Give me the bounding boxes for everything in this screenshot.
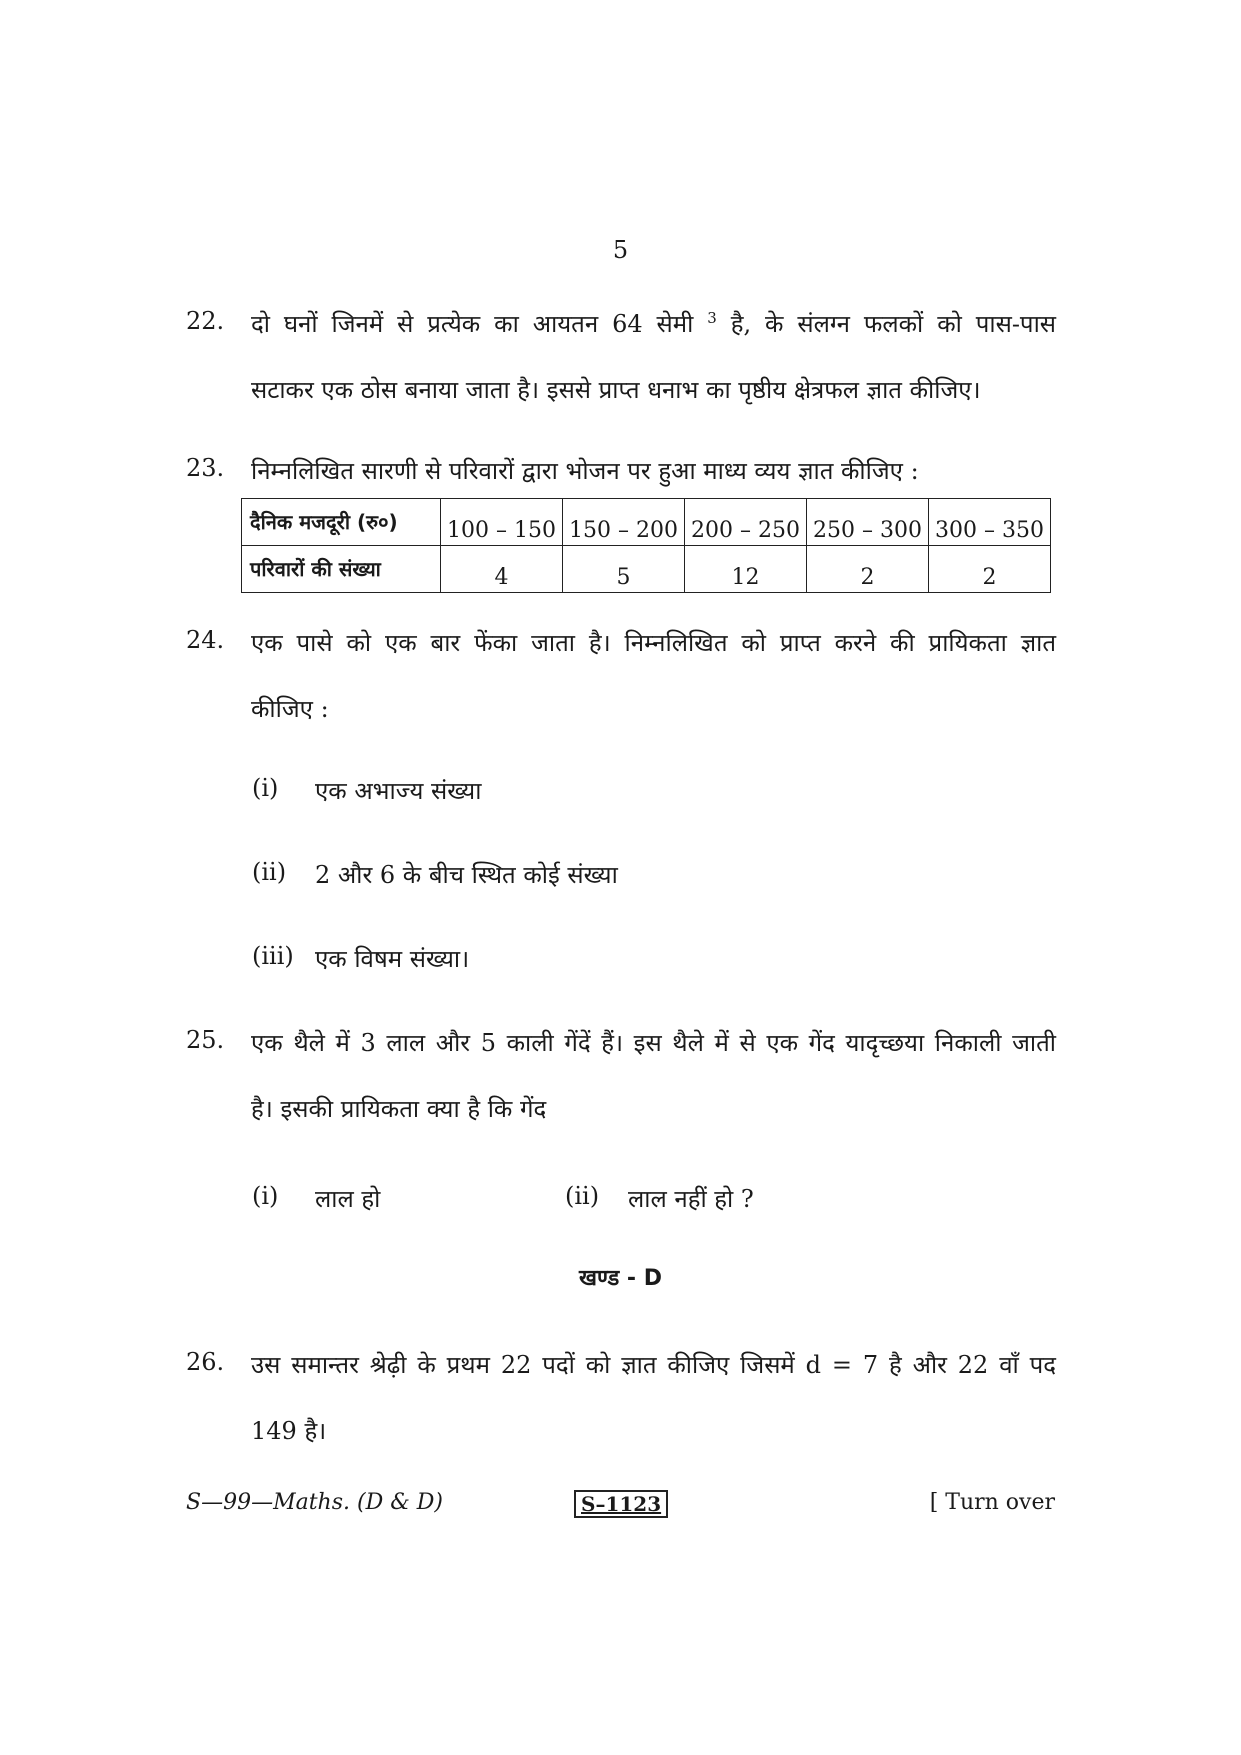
- question-text-line-1: [251, 307, 1056, 340]
- part-text: लाल नहीं हो ?: [628, 1185, 754, 1213]
- part-text: एक अभाज्य संख्या: [315, 777, 482, 805]
- part-label: (i): [252, 774, 279, 802]
- part-label: (iii): [252, 942, 294, 970]
- table-cell: 300 – 350: [929, 499, 1051, 546]
- part-label: (ii): [252, 858, 287, 886]
- table-cell: 12: [685, 546, 807, 593]
- page-number: 5: [612, 236, 629, 264]
- question-text-line-2: है। इसकी प्रायिकता क्या है कि गेंद: [251, 1095, 547, 1123]
- question-number: 22.: [186, 307, 225, 335]
- part-label: (i): [252, 1182, 279, 1210]
- question-text-part: दो घनों जिनमें से प्रत्येक का आयतन 64 सेमी: [251, 310, 708, 338]
- table-row: [242, 499, 1051, 546]
- table-cell: 200 – 250: [685, 499, 807, 546]
- question-text-line-1: एक थैले में 3 लाल और 5 काली गेंदें हैं। इस थैले में से एक गेंद यादृच्छया निकाली जाती: [251, 1029, 1056, 1057]
- question-text-line-1: निम्नलिखित सारणी से परिवारों द्वारा भोजन पर हुआ माध्य व्यय ज्ञात कीजिए :: [251, 457, 919, 485]
- question-number: 24.: [186, 626, 225, 654]
- table-cell: 5: [563, 546, 685, 593]
- question-text-line-2: 149 है।: [251, 1417, 327, 1445]
- question-number: 23.: [186, 454, 225, 482]
- question-text-line-2: कीजिए :: [251, 695, 329, 723]
- question-number: 25.: [186, 1026, 225, 1054]
- table-cell: 100 – 150: [441, 499, 563, 546]
- wage-table: [241, 498, 1051, 593]
- part-text: 2 और 6 के बीच स्थित कोई संख्या: [315, 861, 618, 889]
- question-text-line-2: सटाकर एक ठोस बनाया जाता है। इससे प्राप्त धनाभ का पृष्ठीय क्षेत्रफल ज्ञात कीजिए।: [251, 376, 981, 404]
- footer-turn-over: [ Turn over: [929, 1490, 1055, 1515]
- superscript: 3: [707, 309, 717, 327]
- row-header: परिवारों की संख्या: [242, 546, 441, 593]
- question-text-part: है, के संलग्न फलकों को पास-पास: [716, 310, 1057, 338]
- table-cell: 2: [929, 546, 1051, 593]
- question-text-line-1: एक पासे को एक बार फेंका जाता है। निम्नलिखित को प्राप्त करने की प्रायिकता ज्ञात: [251, 629, 1056, 657]
- footer-series-code: S–1123: [574, 1490, 668, 1518]
- row-header: दैनिक मजदूरी (रु०): [242, 499, 441, 546]
- part-text: लाल हो: [315, 1185, 381, 1213]
- part-text: एक विषम संख्या।: [315, 945, 470, 973]
- part-label: (ii): [565, 1182, 600, 1210]
- table-cell: 150 – 200: [563, 499, 685, 546]
- question-text-line-1: उस समान्तर श्रेढ़ी के प्रथम 22 पदों को ज्ञात कीजिए जिसमें d = 7 है और 22 वाँ पद: [251, 1351, 1056, 1379]
- footer-paper-code: S—99—Maths. (D & D): [186, 1490, 444, 1515]
- table-cell: 250 – 300: [807, 499, 929, 546]
- table-cell: 2: [807, 546, 929, 593]
- table-cell: 4: [441, 546, 563, 593]
- question-number: 26.: [186, 1348, 225, 1376]
- table-row: [242, 546, 1051, 593]
- section-heading: खण्ड - D: [579, 1266, 662, 1291]
